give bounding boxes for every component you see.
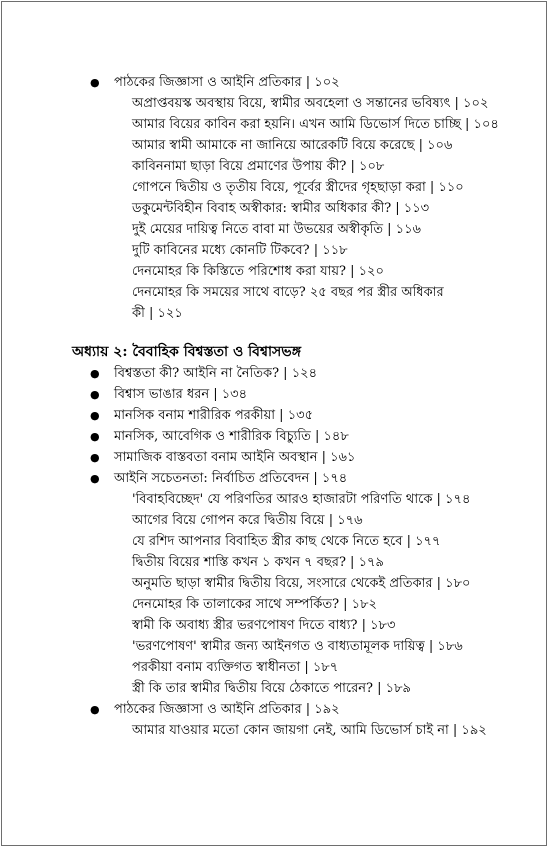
- toc-entry: বিশ্বাস ভাঙার ধরন | ১৩৪: [114, 387, 248, 402]
- toc-entry: মানসিক, আবেগিক ও শারীরিক বিচ্যুতি | ১৪৮: [114, 429, 349, 444]
- toc-entry: পাঠকের জিজ্ঞাসা ও আইনি প্রতিকার | ১০২: [114, 75, 340, 90]
- toc-entry: মানসিক বনাম শারীরিক পরকীয়া | ১৩৫: [114, 408, 314, 423]
- toc-entry: আমার স্বামী আমাকে না জানিয়ে আরেকটি বিয়ে করেছে | ১০৬: [132, 138, 453, 153]
- toc-entry: অনুমতি ছাড়া স্বামীর দ্বিতীয় বিয়ে, সংসারে থেকেই প্রতিকার | ১৮০: [132, 576, 471, 591]
- toc-entry: ডকুমেন্টবিহীন বিবাহ অস্বীকার: স্বামীর অধিকার কী? | ১১৩: [132, 201, 430, 216]
- toc-entry: যে রশিদ আপনার বিবাহিত স্ত্রীর কাছ থেকে নিতে হবে | ১৭৭: [132, 534, 441, 549]
- bullet-icon: ●: [90, 430, 100, 443]
- toc-entry: দেনমোহর কি কিস্তিতে পরিশোধ করা যায়? | ১২০: [132, 264, 384, 279]
- toc-entry: স্ত্রী কি তার স্বামীর দ্বিতীয় বিয়ে ঠেকাতে পারেন? | ১৮৯: [132, 681, 411, 696]
- toc-entry: আমার যাওয়ার মতো কোন জায়গা নেই, আমি ডিভোর্স চাই না | ১৯২: [132, 723, 487, 738]
- toc-entry: দুই মেয়ের দায়িত্ব নিতে বাবা মা উভয়ের অস্বীকৃতি | ১১৬: [132, 222, 421, 237]
- toc-entry: স্বামী কি অবাধ্য স্ত্রীর ভরণপোষণ দিতে বাধ্য? | ১৮৩: [132, 618, 396, 633]
- toc-entry: আইনি সচেতনতা: নির্বাচিত প্রতিবেদন | ১৭৪: [114, 471, 348, 486]
- chapter-heading: অধ্যায় ২: বৈবাহিক বিশ্বস্ততা ও বিশ্বাসভঙ্গ: [72, 344, 301, 360]
- toc-entry: 'বিবাহবিচ্ছেদ' যে পরিণতির আরও হাজারটা পরিণতি থাকে | ১৭৪: [132, 492, 471, 507]
- toc-entry: গোপনে দ্বিতীয় ও তৃতীয় বিয়ে, পূর্বের স্ত্রীদের গৃহছাড়া করা | ১১০: [132, 180, 464, 195]
- toc-entry: কী | ১২১: [132, 306, 183, 321]
- toc-entry: 'ভরণপোষণ' স্বামীর জন্য আইনগত ও বাধ্যতামূলক দায়িত্ব | ১৮৬: [132, 639, 463, 654]
- bullet-icon: ●: [90, 451, 100, 464]
- bullet-icon: ●: [90, 388, 100, 401]
- toc-entry: পাঠকের জিজ্ঞাসা ও আইনি প্রতিকার | ১৯২: [114, 702, 340, 717]
- toc-entry: পরকীয়া বনাম ব্যক্তিগত স্বাধীনতা | ১৮৭: [132, 660, 339, 675]
- book-page: [1, 1, 547, 846]
- bullet-icon: ●: [90, 409, 100, 422]
- toc-entry: দুটি কাবিনের মধ্যে কোনটি টিকবে? | ১১৮: [132, 243, 348, 258]
- toc-entry: সামাজিক বাস্তবতা বনাম আইনি অবস্থান | ১৬১: [114, 450, 356, 465]
- toc-entry: দেনমোহর কি তালাকের সাথে সম্পর্কিত? | ১৮২: [132, 597, 378, 612]
- toc-entry: দেনমোহর কি সময়ের সাথে বাড়ে? ২৫ বছর পর স্ত্রীর অধিকার: [132, 285, 444, 300]
- toc-entry: কাবিননামা ছাড়া বিয়ে প্রমাণের উপায় কী? | ১০৮: [132, 159, 385, 174]
- toc-entry: অপ্রাপ্তবয়স্ক অবস্থায় বিয়ে, স্বামীর অবহেলা ও সন্তানের ভবিষ্যৎ | ১০২: [132, 96, 489, 111]
- bullet-icon: ●: [90, 367, 100, 380]
- toc-entry: দ্বিতীয় বিয়ের শাস্তি কখন ১ কখন ৭ বছর? | ১৭৯: [132, 555, 384, 570]
- toc-entry: আমার বিয়ের কাবিন করা হয়নি। এখন আমি ডিভোর্স দিতে চাচ্ছি | ১০৪: [132, 117, 499, 132]
- toc-entry: বিশ্বস্ততা কী? আইনি না নৈতিক? | ১২৪: [114, 366, 318, 381]
- bullet-icon: ●: [90, 76, 100, 89]
- toc-entry: আগের বিয়ে গোপন করে দ্বিতীয় বিয়ে | ১৭৬: [132, 513, 363, 528]
- bullet-icon: ●: [90, 703, 100, 716]
- bullet-icon: ●: [90, 472, 100, 485]
